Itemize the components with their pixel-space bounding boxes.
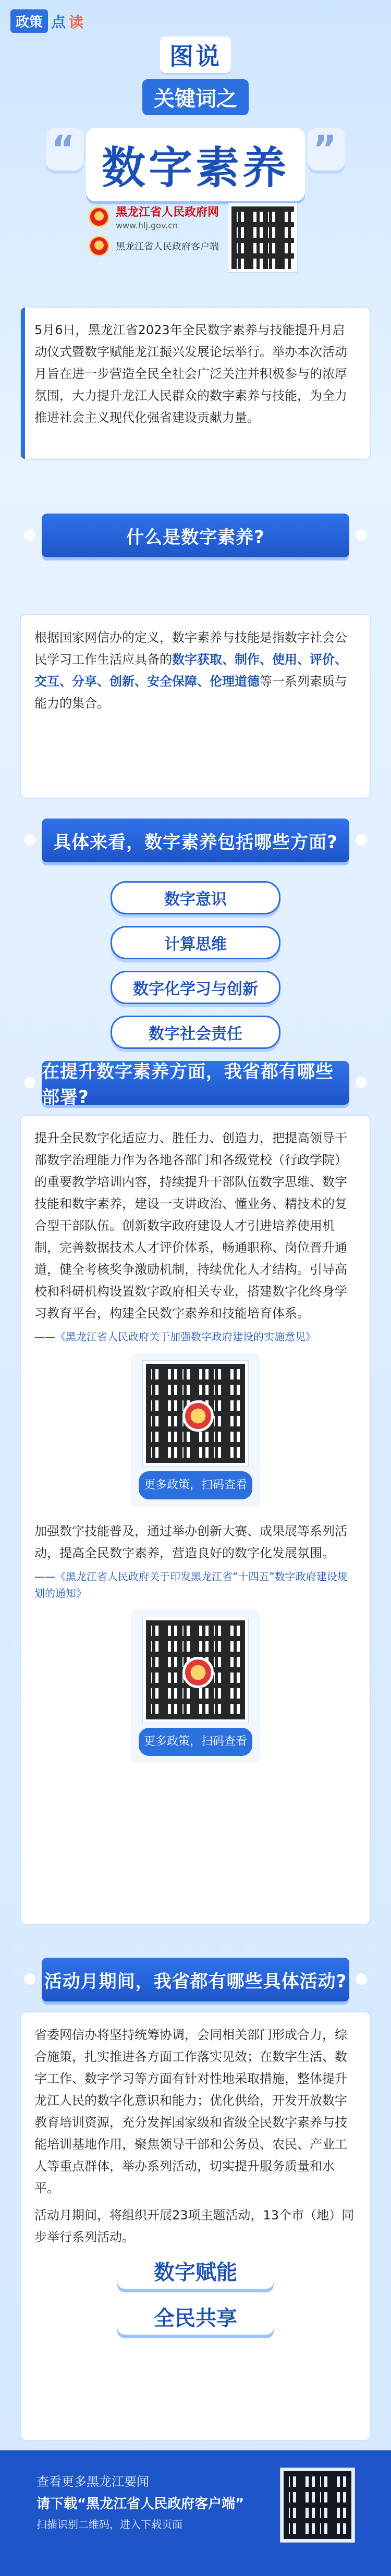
slogan-1: 数字赋能	[117, 2252, 274, 2289]
qr-code-icon[interactable]	[280, 2468, 355, 2542]
qr-code-icon[interactable]	[143, 1617, 248, 1723]
section-title-deployment	[42, 1061, 349, 1108]
national-emblem-icon	[89, 236, 109, 257]
spacer	[34, 2199, 357, 2204]
section-title-deployment-text: 在提升数字素养方面，我省都有哪些部署?	[42, 1061, 334, 1108]
national-emblem-icon	[182, 1400, 214, 1432]
deployment-source-2: ——《黑龙江省人民政府关于印发黑龙江省“十四五”数字政府建设规划的通知》	[34, 1570, 348, 1600]
qr-caption-2: 更多政策，扫码查看	[139, 1728, 252, 1756]
intro-accent-bar	[21, 308, 25, 459]
qr-box-1[interactable]	[131, 1353, 260, 1507]
hero-heading	[0, 36, 391, 115]
hero-logos	[89, 203, 297, 272]
slogans	[0, 2252, 391, 2344]
definition-text	[21, 615, 370, 726]
footer-line-1: 查看更多黑龙江要闻	[36, 2474, 149, 2489]
national-emblem-icon	[182, 1657, 214, 1688]
section-title-activities-text: 活动月期间，我省都有哪些具体活动?	[44, 1971, 347, 1992]
brand	[10, 9, 83, 33]
gov-site-name: 黑龙江省人民政府网	[116, 206, 219, 219]
section-title-what-text: 什么是数字素养?	[126, 527, 265, 548]
definition-card	[21, 615, 370, 798]
activities-paragraph-2: 活动月期间，将组织开展23项主题活动，13个市（地）同步举行系列活动。	[34, 2208, 355, 2244]
qr-box-2[interactable]	[131, 1610, 260, 1763]
aspect-item: 数字社会责任	[111, 1016, 280, 1049]
definition-text-1: 根据国家网信办的定义，数字素养与技能是指数字社会公民学习工作生活应具备的	[34, 630, 347, 667]
section-title-aspects	[42, 819, 349, 862]
brand-part-1: 政策	[10, 9, 48, 33]
section-title-activities	[42, 1958, 349, 2001]
activities-content	[21, 2012, 370, 2260]
footer-line-2: 请下载“黑龙江省人民政府客户端”	[36, 2496, 245, 2512]
deployment-source-1: ——《黑龙江省人民政府关于加强数字政府建设的实施意见》	[34, 1330, 316, 1343]
gov-logos	[89, 203, 219, 257]
spacer	[34, 1512, 357, 1520]
aspect-item: 计算思维	[111, 926, 280, 959]
qr-code-icon[interactable]	[143, 1361, 248, 1466]
gov-site-text	[116, 203, 219, 230]
gov-client-row	[89, 236, 219, 257]
definition-text-2: 等一系列素质与能力的集合。	[34, 674, 347, 711]
brand-part-3: 读	[69, 13, 84, 31]
qr-code-icon[interactable]	[228, 203, 297, 272]
aspect-item: 数字意识	[111, 881, 280, 914]
gov-client-name: 黑龙江省人民政府客户端	[116, 241, 219, 252]
deployment-content	[21, 1116, 370, 1780]
national-emblem-icon	[89, 206, 109, 227]
activities-paragraph-1: 省委网信办将坚持统筹协调，会同相关部门形成合力，综合施策，扎实推进各方面工作落实见效；在数字生活、数字工作、数字学习等方面有针对性地采取措施，整体提升龙江人民的数字化意识和能力；优化供给，开发开放数字教育培训资源，充分发挥国家级和省级全民数字素养与技能培训基地作用，聚焦领导干部和公务员、农民、产业工人等重点群体，举办系列活动，切实提升服务质量和水平。	[34, 2028, 347, 2195]
definition-bold: 数字获取、制作、使用、评价、交互、分享、创新、安全保障、伦理道德	[34, 652, 347, 689]
hero-quote-right: ”	[308, 128, 345, 170]
qr-caption-1: 更多政策，扫码查看	[139, 1471, 252, 1499]
slogan-2: 全民共享	[117, 2298, 274, 2335]
hero-title-text: 数字素养	[86, 128, 305, 201]
hero	[0, 0, 391, 252]
footer	[0, 2450, 391, 2576]
footer-line-3: 扫描识别二维码，进入下载页面	[36, 2518, 182, 2531]
section-title-what	[42, 514, 349, 557]
aspects-list	[0, 881, 391, 1060]
hero-line-1: 图说	[160, 36, 231, 73]
intro-card	[21, 308, 370, 459]
deployment-paragraph-2: 加强数字技能普及，通过举办创新大赛、成果展等系列活动，提高全民数字素养，营造良好的数字化发展氛围。	[34, 1524, 347, 1560]
deployment-paragraph-1: 提升全民数字化适应力、胜任力、创造力，把提高领导干部数字治理能力作为各地各部门和各级党校（行政学院）的重要教学培训内容，持续提升干部队伍数字思维、数字技能和数字素养，建设一支讲政治、懂业务、精技术的复合型干部队伍。创新数字政府建设人才引进培养使用机制，完善数据技术人才评价体系，畅通职称、岗位晋升通道，健全考核奖争激励机制，持续优化人才结构。引导高校和科研机构设置数字政府相关专业，搭建数字化终身学习教育平台，构建全民数字素养和技能培育体系。	[34, 1131, 347, 1321]
section-title-aspects-text: 具体来看，数字素养包括哪些方面?	[53, 832, 338, 853]
brand-part-2: 点	[51, 13, 66, 31]
activities-card	[21, 2012, 370, 2440]
aspect-item: 数字化学习与创新	[111, 971, 280, 1004]
intro-text: 5月6日，黑龙江省2023年全民数字素养与技能提升月启动仪式暨数字赋能龙江振兴发展论坛举行。举办本次活动月旨在进一步营造全民全社会广泛关注并积极参与的浓厚氛围，大力提升龙江人民群众的数字素养与技能，为全力推进社会主义现代化强省建设贡献力量。	[34, 323, 347, 425]
gov-site-url: www.hlj.gov.cn	[116, 221, 178, 230]
deployment-card	[21, 1116, 370, 1924]
hero-line-2: 关键词之	[142, 79, 249, 115]
hero-quote-left: “	[46, 128, 83, 170]
gov-site-row	[89, 203, 219, 230]
hero-title	[0, 128, 391, 201]
